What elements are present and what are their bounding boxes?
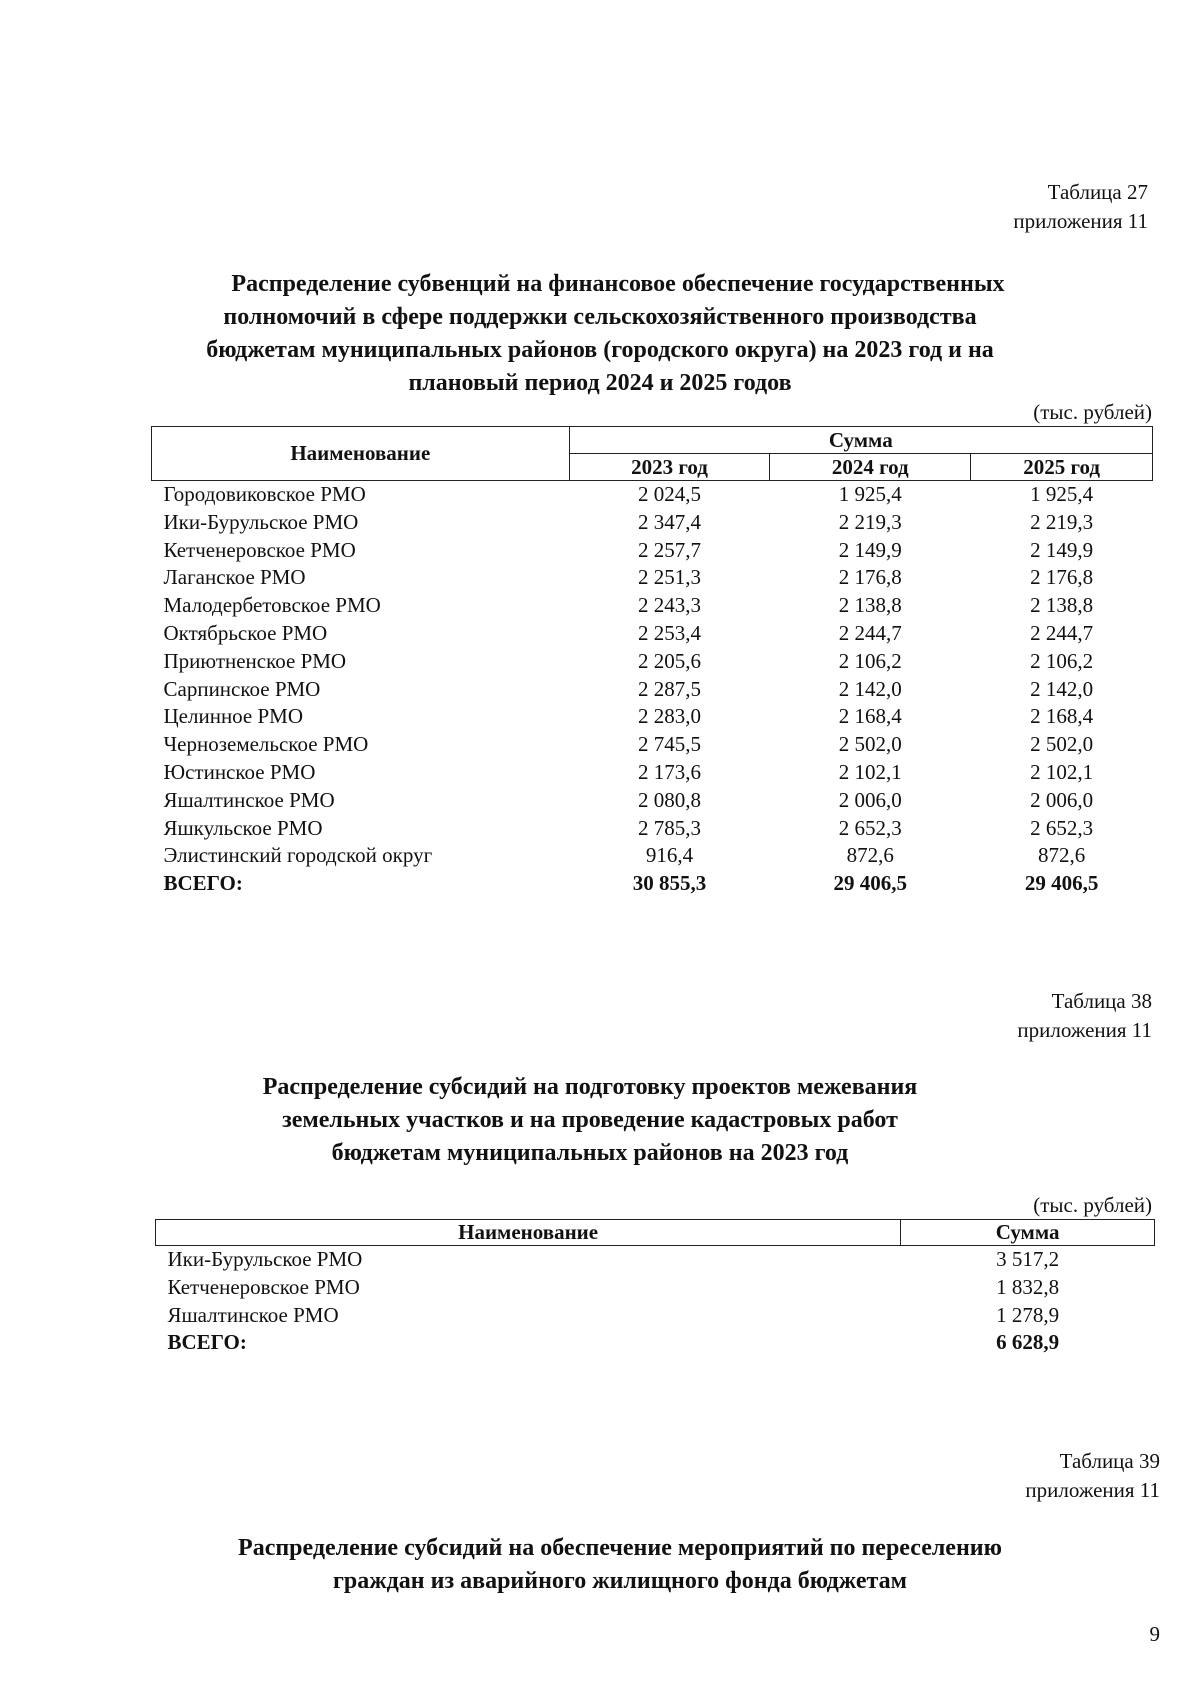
row-name: Городовиковское РМО — [163, 482, 366, 506]
table38-header-sum: Сумма — [901, 1220, 1155, 1246]
table38-ref-number: Таблица 38 — [1051, 989, 1152, 1013]
total-label: ВСЕГО: — [167, 1330, 247, 1355]
table27-units: (тыс. рублей) — [1033, 400, 1152, 424]
row-value: 1 925,4 — [838, 482, 902, 506]
table27-title-line: полномочий в сфере поддержки сельскохозяйственного производства — [223, 304, 977, 330]
row-value: 2 502,0 — [838, 732, 902, 757]
row-value: 1 925,4 — [1030, 482, 1094, 506]
row-value: 2 219,3 — [1030, 509, 1094, 534]
table-row — [152, 509, 1153, 537]
table27-reference — [748, 178, 1148, 236]
row-value: 2 287,5 — [638, 676, 702, 701]
row-name: Сарпинское РМО — [163, 676, 321, 701]
row-value: 2 149,9 — [838, 537, 902, 562]
row-value: 2 106,2 — [1030, 648, 1094, 673]
table39-title-line: Распределение субсидий на обеспечение мероприятий по переселению — [238, 1535, 1002, 1561]
row-value: 2 251,3 — [638, 565, 702, 590]
table-row — [152, 815, 1153, 843]
row-name: Элистинский городской округ — [163, 843, 433, 868]
table-row — [152, 481, 1153, 509]
table-row — [152, 731, 1153, 759]
row-value: 2 785,3 — [638, 815, 702, 840]
row-value: 872,6 — [1037, 843, 1086, 868]
page-number: 9 — [1149, 1622, 1160, 1646]
row-value: 2 080,8 — [638, 787, 702, 812]
table-row — [156, 1246, 1155, 1274]
row-value: 2 347,4 — [638, 509, 702, 534]
row-value: 2 205,6 — [638, 648, 702, 673]
row-value: 2 149,9 — [1030, 537, 1094, 562]
row-name: Малодербетовское РМО — [163, 593, 381, 618]
table27-title-line: Распределение субвенций на финансовое обеспечение государственных — [231, 271, 1005, 297]
total-value: 6 628,9 — [996, 1330, 1060, 1355]
table-row — [152, 592, 1153, 620]
table-total-row — [156, 1329, 1155, 1357]
row-name: Лаганское РМО — [163, 565, 306, 590]
table38-title-line: земельных участков и на проведение кадастровых работ — [282, 1107, 898, 1133]
row-name: Ики-Бурульское РМО — [167, 1247, 363, 1271]
table27-header-name: Наименование — [152, 427, 570, 481]
table27-ref-number: Таблица 27 — [1047, 180, 1148, 204]
total-value: 29 406,5 — [1024, 871, 1099, 896]
row-name: Ики-Бурульское РМО — [163, 509, 359, 534]
table38-ref-appendix: приложения 11 — [1017, 1018, 1152, 1042]
row-name: Октябрьское РМО — [163, 620, 328, 645]
table38-header-name: Наименование — [156, 1220, 901, 1246]
row-value: 2 168,4 — [1030, 704, 1094, 729]
table38 — [155, 1219, 1155, 1357]
row-value: 2 502,0 — [1030, 732, 1094, 757]
table27-title-line: бюджетам муниципальных районов (городского округа) на 2023 год и на — [206, 337, 994, 363]
row-name: Кетченеровское РМО — [167, 1274, 360, 1299]
row-value: 2 142,0 — [838, 676, 902, 701]
row-value: 2 652,3 — [838, 815, 902, 840]
table38-title — [160, 1071, 1020, 1170]
table-row — [152, 564, 1153, 592]
row-value: 2 176,8 — [1030, 565, 1094, 590]
table27 — [151, 426, 1153, 898]
row-value: 2 244,7 — [838, 620, 902, 645]
row-value: 2 173,6 — [638, 759, 702, 784]
row-value: 2 138,8 — [1030, 593, 1094, 618]
table38-title-line: Распределение субсидий на подготовку проектов межевания — [262, 1074, 918, 1100]
row-name: Яшалтинское РМО — [167, 1302, 339, 1327]
row-value: 2 652,3 — [1030, 815, 1094, 840]
row-value: 2 106,2 — [838, 648, 902, 673]
row-value: 2 024,5 — [638, 482, 702, 506]
table39-ref-appendix: приложения 11 — [1025, 1478, 1160, 1502]
table38-reference — [752, 987, 1152, 1045]
row-value: 2 253,4 — [638, 620, 702, 645]
row-value: 2 138,8 — [838, 593, 902, 618]
total-label: ВСЕГО: — [163, 871, 243, 896]
table-total-row — [152, 870, 1153, 898]
row-value: 2 168,4 — [838, 704, 902, 729]
table-row — [156, 1274, 1155, 1302]
row-value: 2 102,1 — [1030, 759, 1094, 784]
row-value: 1 278,9 — [996, 1302, 1060, 1327]
table39-reference — [760, 1447, 1160, 1505]
row-value: 2 102,1 — [838, 759, 902, 784]
table39-title — [140, 1532, 1100, 1598]
row-value: 2 006,0 — [1030, 787, 1094, 812]
table-row — [152, 620, 1153, 648]
row-value: 2 745,5 — [638, 732, 702, 757]
table38-units: (тыс. рублей) — [1033, 1193, 1152, 1217]
row-value: 3 517,2 — [996, 1247, 1060, 1271]
table38-title-line: бюджетам муниципальных районов на 2023 год — [331, 1140, 849, 1166]
row-value: 2 176,8 — [838, 565, 902, 590]
table39-title-line: граждан из аварийного жилищного фонда бюджетам — [333, 1568, 907, 1594]
table27-header-sum: Сумма — [569, 427, 1152, 454]
row-value: 2 219,3 — [838, 509, 902, 534]
row-name: Яшалтинское РМО — [163, 787, 335, 812]
table27-header-year: 2023 год — [569, 454, 770, 481]
table-row — [152, 676, 1153, 704]
row-name: Юстинское РМО — [163, 759, 316, 784]
table27-title-line: плановый период 2024 и 2025 годов — [408, 370, 792, 396]
row-value: 2 257,7 — [638, 537, 702, 562]
row-value: 1 832,8 — [996, 1274, 1060, 1299]
row-name: Кетченеровское РМО — [163, 537, 356, 562]
table-row — [152, 759, 1153, 787]
table-row — [152, 703, 1153, 731]
table-row — [152, 842, 1153, 870]
table-row — [156, 1302, 1155, 1330]
total-value: 30 855,3 — [632, 871, 707, 896]
table-row — [152, 648, 1153, 676]
row-name: Яшкульское РМО — [163, 815, 323, 840]
table27-header-year: 2024 год — [770, 454, 971, 481]
table27-header-year: 2025 год — [971, 454, 1153, 481]
row-value: 916,4 — [645, 843, 694, 868]
table-row — [152, 537, 1153, 565]
table-row — [152, 787, 1153, 815]
table27-ref-appendix: приложения 11 — [1013, 209, 1148, 233]
table27-title — [130, 268, 1070, 400]
row-value: 2 244,7 — [1030, 620, 1094, 645]
table39-ref-number: Таблица 39 — [1059, 1449, 1160, 1473]
row-value: 2 283,0 — [638, 704, 702, 729]
row-value: 2 006,0 — [838, 787, 902, 812]
row-value: 2 243,3 — [638, 593, 702, 618]
row-value: 2 142,0 — [1030, 676, 1094, 701]
row-name: Черноземельское РМО — [163, 732, 369, 757]
row-name: Приютненское РМО — [163, 648, 347, 673]
row-name: Целинное РМО — [163, 704, 304, 729]
row-value: 872,6 — [846, 843, 894, 868]
total-value: 29 406,5 — [833, 871, 908, 896]
